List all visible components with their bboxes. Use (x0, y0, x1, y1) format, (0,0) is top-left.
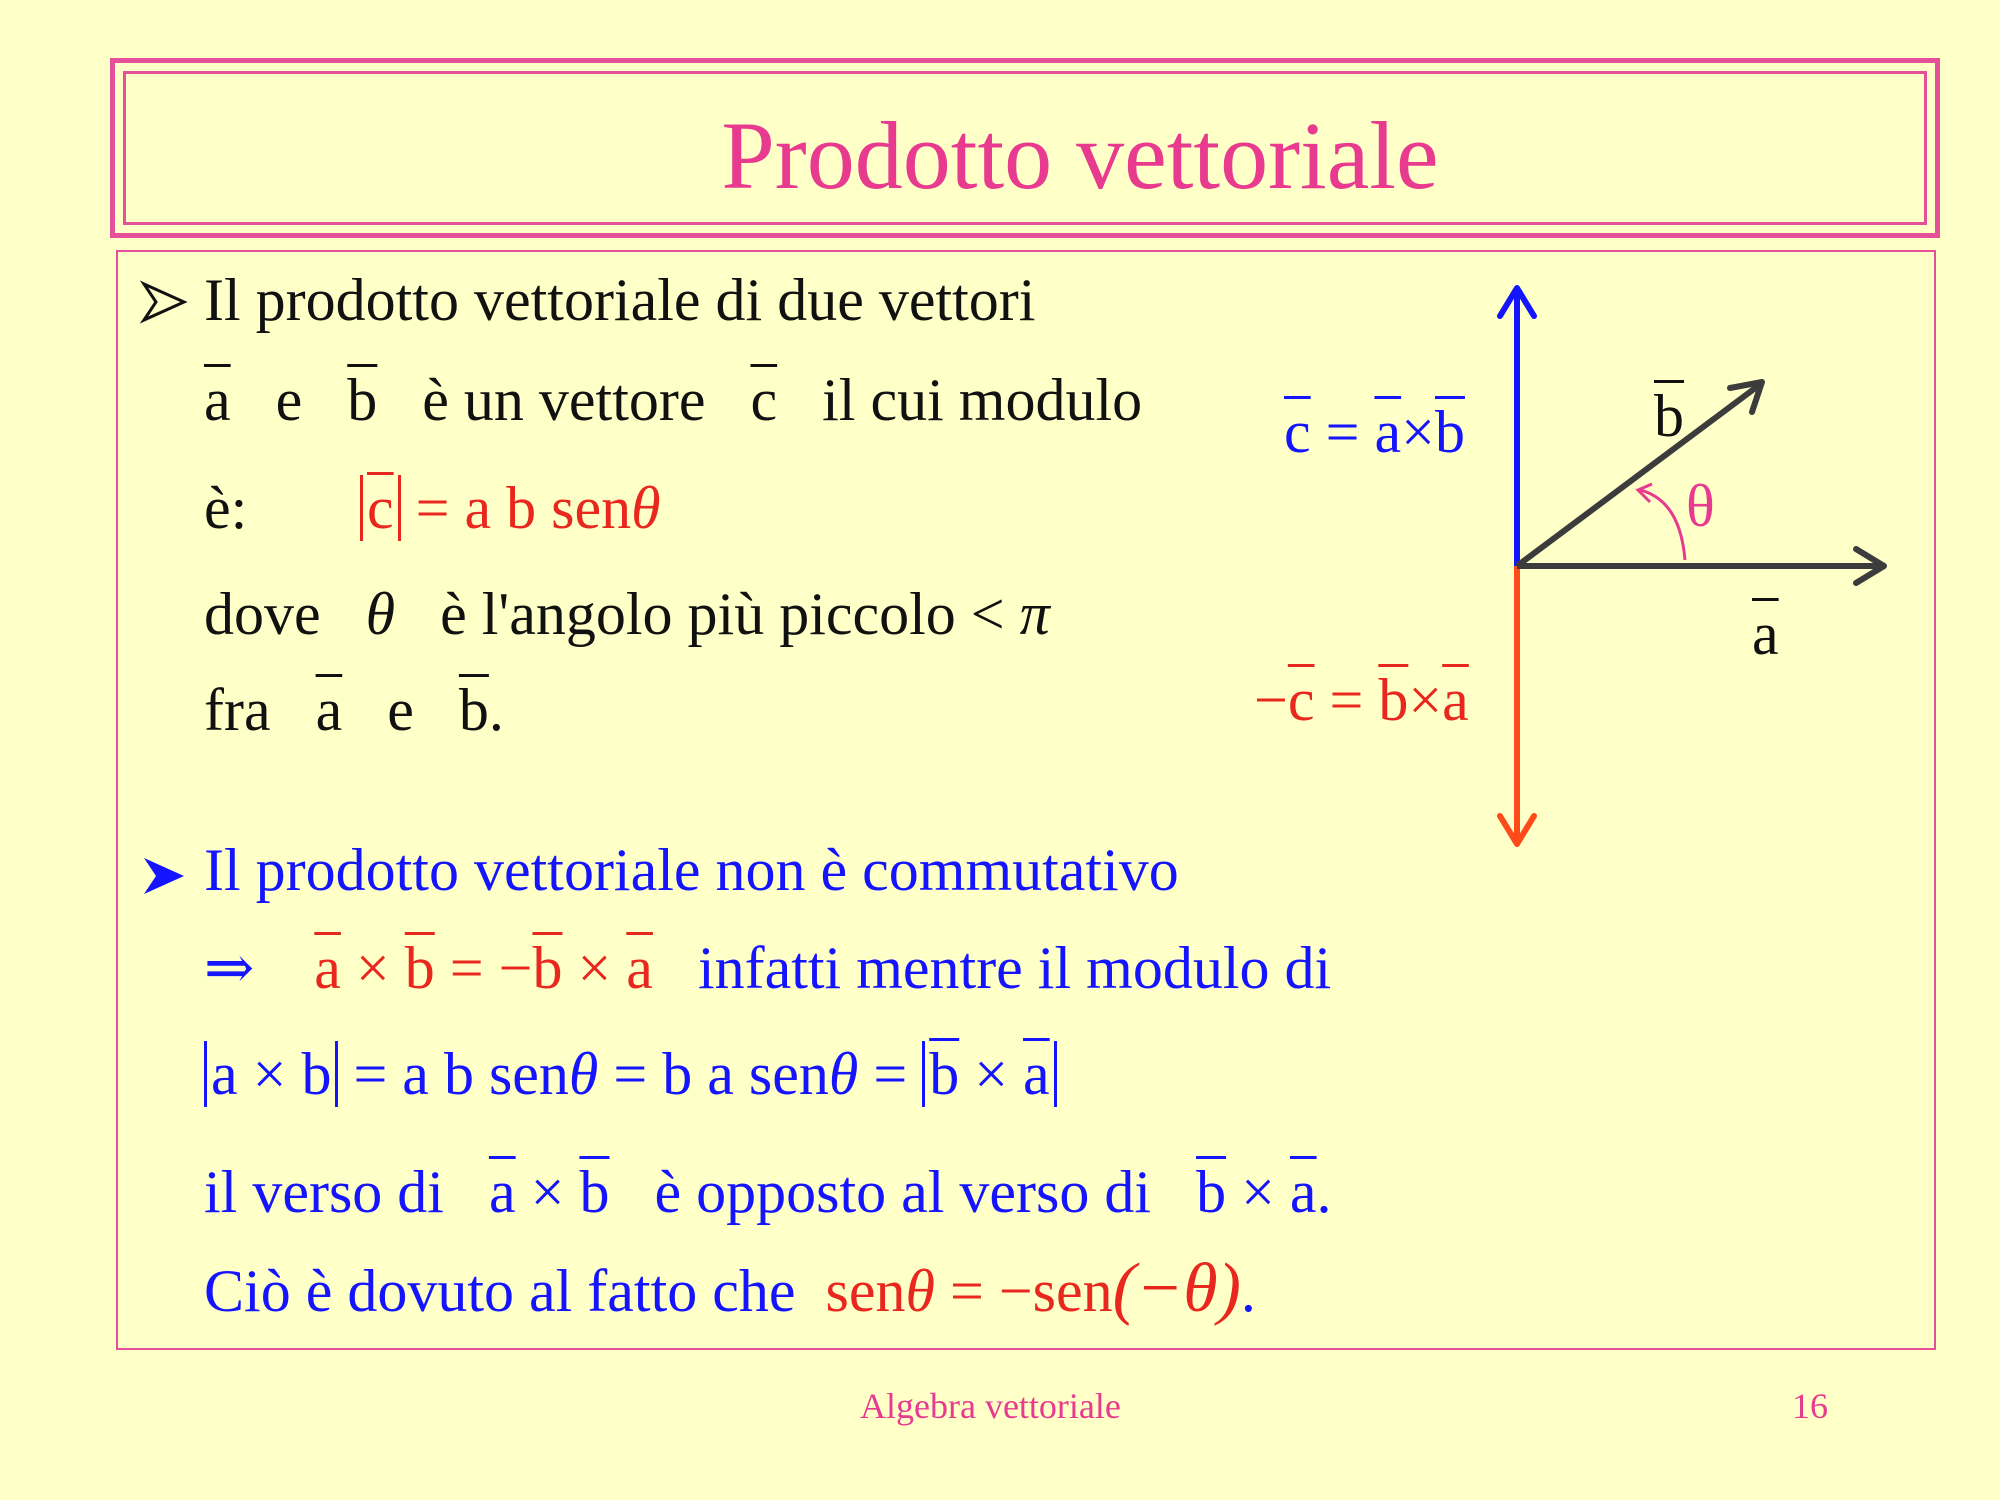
theta-symbol: θ (631, 475, 661, 541)
word-e: e (275, 367, 303, 433)
period: . (1240, 1258, 1256, 1324)
theta-symbol: θ (905, 1258, 935, 1324)
implies-symbol: ⇒ (204, 935, 255, 1001)
vector-c: $\overline{c}$ (1284, 399, 1311, 465)
vector-a: $\overline{a}$ (626, 935, 653, 1001)
text-opposto: è opposto al verso di (654, 1159, 1152, 1225)
vector-a: $\overline{a}$ (1023, 1041, 1050, 1107)
cross-symbol: × (974, 1041, 1009, 1107)
vector-diagram (1440, 270, 1900, 860)
period: . (1316, 1159, 1332, 1225)
sen-word: sen (825, 1258, 906, 1324)
neg-theta: (−θ) (1112, 1250, 1241, 1327)
theta-symbol: θ (568, 1041, 599, 1107)
bullet1-text: Il prodotto vettoriale di due vettori (204, 267, 1036, 333)
vector-b: $\overline{b}$ (458, 677, 489, 743)
pi-symbol: π (1019, 581, 1050, 647)
vector-b: $\overline{b}$ (1378, 667, 1409, 733)
vector-a: $\overline{a}$ (1752, 601, 1779, 667)
label-theta (1686, 473, 1715, 539)
cross-symbol: × (1241, 1159, 1275, 1225)
slide-title: Prodotto vettoriale (721, 102, 1439, 209)
vector-b: $\overline{b}$ (1434, 399, 1465, 465)
label-a (1752, 601, 1779, 667)
cross-symbol: × (355, 935, 390, 1001)
sine-identity (825, 1250, 1241, 1327)
text-fra: fra (204, 677, 271, 743)
equals: = (1329, 667, 1364, 733)
bullet2-line1 (204, 837, 1179, 903)
equals: = (1325, 399, 1360, 465)
cross-symbol: × (1401, 399, 1435, 465)
vector-b: $\overline{b}$ (347, 367, 378, 433)
word-e: e (387, 677, 414, 743)
formula-part: = a b sen (353, 1041, 569, 1107)
equals: = (873, 1041, 908, 1107)
text-rest: infatti mentre il modulo di (697, 935, 1332, 1001)
bullet1-line4 (204, 581, 1050, 647)
bullet1-line3 (204, 475, 248, 541)
vector-a: $\overline{a}$ (488, 1159, 516, 1225)
theta-symbol: θ (828, 1041, 859, 1107)
equals-neg: = − (449, 935, 533, 1001)
vector-a: $\overline{a}$ (204, 367, 231, 433)
cross-symbol: × (577, 935, 612, 1001)
vector-b: $\overline{b}$ (579, 1159, 610, 1225)
text-angle: è l'angolo più piccolo < (440, 581, 1005, 647)
vector-a: $\overline{a}$ (315, 677, 343, 743)
modulus-formula (360, 475, 661, 541)
formula-part: = b a sen (613, 1041, 829, 1107)
text-end: il cui modulo (822, 367, 1143, 433)
page-number: 16 (1792, 1386, 1828, 1426)
vector-a: $\overline{a}$ (314, 935, 341, 1001)
bullet-arrow-icon (140, 852, 188, 900)
theta-symbol: θ (1686, 473, 1715, 539)
vector-c: $\overline{c}$ (1287, 667, 1315, 733)
anticommutative-formula (314, 935, 653, 1001)
bullet2-text: Il prodotto vettoriale non è commutativo (204, 837, 1179, 903)
vector-c-modulus: $\overline{c}$ (367, 475, 394, 541)
bullet-arrow-icon (140, 278, 188, 326)
text-verso: il verso di (204, 1159, 444, 1225)
period: . (488, 677, 504, 743)
footer-title: Algebra vettoriale (860, 1386, 1121, 1426)
bullet1-line5 (204, 677, 504, 743)
vector-b: $\overline{b}$ (1654, 383, 1684, 449)
vector-c: $\overline{c}$ (750, 367, 778, 433)
label-b (1654, 383, 1684, 449)
text-dove: dove (204, 581, 321, 647)
label-c-equals-axb (1284, 399, 1465, 465)
bullet1-line2 (204, 367, 1143, 433)
bullet2-line2 (204, 935, 1332, 1001)
vector-b-arrow (1517, 386, 1758, 566)
vector-a: $\overline{a}$ (1374, 399, 1402, 465)
vector-b: $\overline{b}$ (404, 935, 435, 1001)
theta-symbol: θ (365, 581, 396, 647)
equals-neg-sen: = −sen (949, 1258, 1113, 1324)
text-mid: è un vettore (422, 367, 706, 433)
text-e-colon: è: (204, 475, 248, 541)
vector-b: $\overline{b}$ (929, 1041, 960, 1107)
bullet1-line1 (204, 267, 1036, 333)
formula-rhs: = a b sen (415, 475, 632, 541)
label-neg-c-equals-bxa (1254, 667, 1469, 733)
text-cio: Ciò è dovuto al fatto che (204, 1258, 796, 1324)
cross-symbol: × (530, 1159, 565, 1225)
minus: − (1254, 667, 1288, 733)
vector-a: $\overline{a}$ (1442, 667, 1469, 733)
cross-symbol: × (1408, 667, 1443, 733)
vector-b: $\overline{b}$ (1196, 1159, 1227, 1225)
vector-a: $\overline{a}$ (1289, 1159, 1317, 1225)
bullet2-line3 (204, 1041, 1057, 1107)
bullet2-line4 (204, 1159, 1332, 1225)
bullet2-line5 (204, 1250, 1256, 1327)
vector-b: $\overline{b}$ (532, 935, 563, 1001)
modulus-axb: a × b (204, 1041, 338, 1107)
